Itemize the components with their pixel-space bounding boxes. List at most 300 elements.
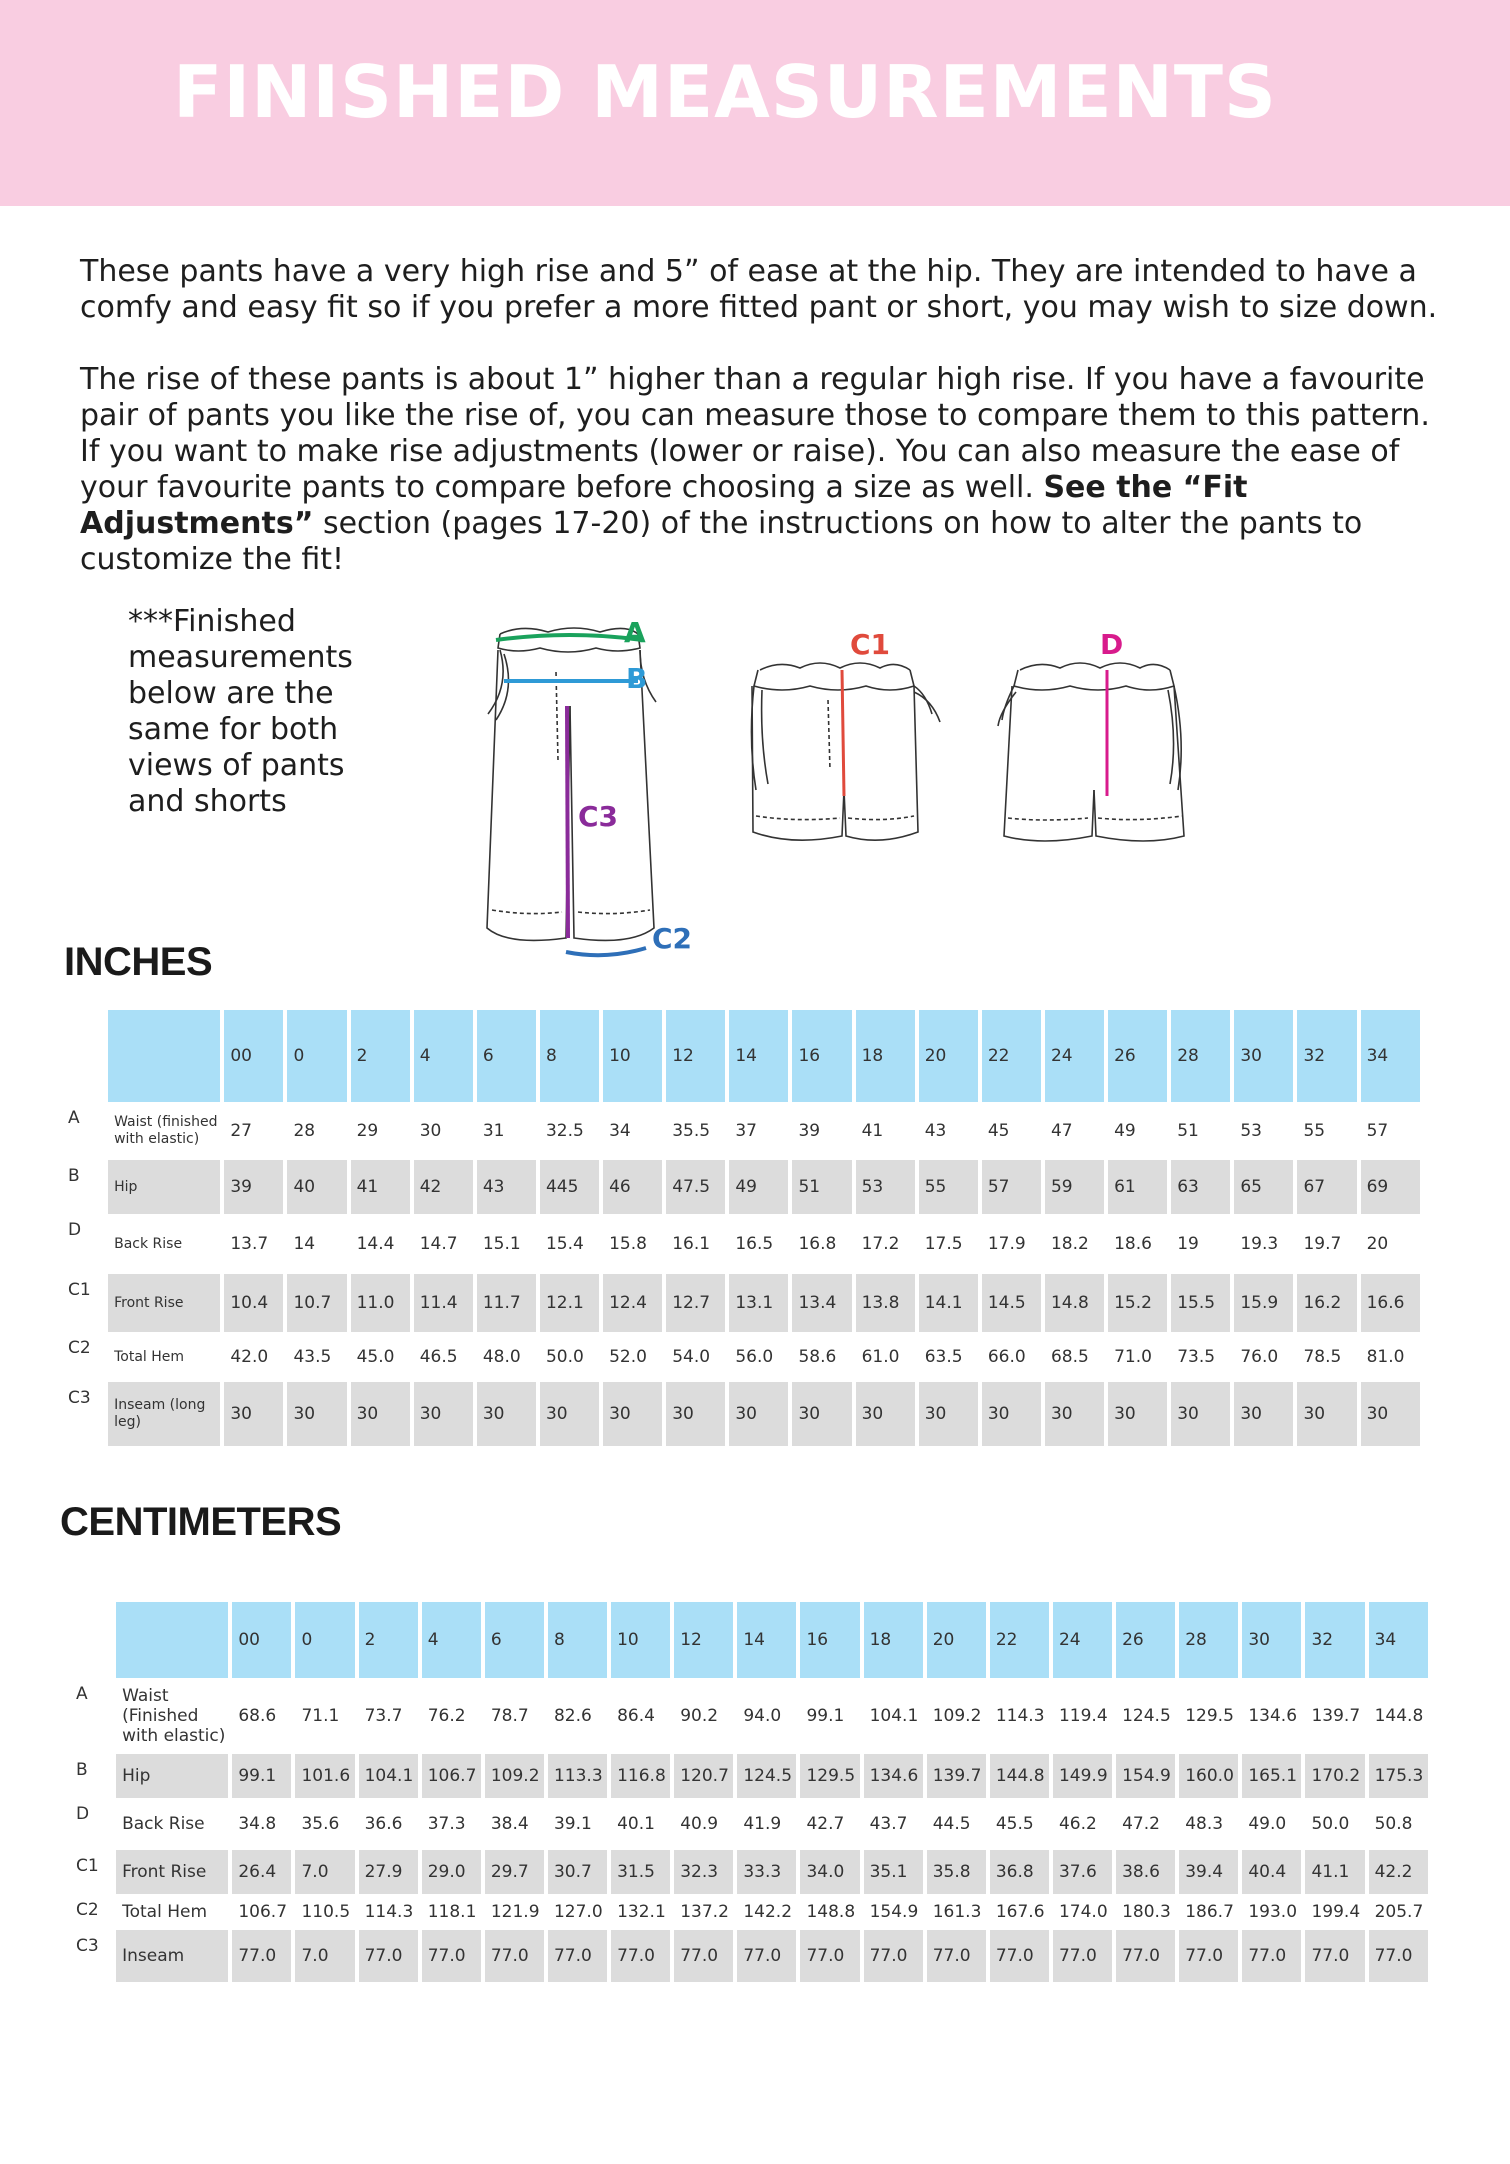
table-cell: 76.0 [1240, 1347, 1279, 1367]
table-cell: 50.8 [1374, 1814, 1413, 1834]
size-header: 22 [990, 1602, 1049, 1678]
header-blank-name [108, 1010, 220, 1102]
table-cell: 20 [1366, 1234, 1389, 1254]
table-cell: 78.7 [490, 1706, 529, 1726]
size-header: 8 [540, 1010, 599, 1102]
row-letter: D [64, 1214, 104, 1274]
table-cell: 94.0 [743, 1706, 782, 1726]
waist-measure-line [496, 635, 642, 640]
row-measurement-name: Hip [108, 1160, 220, 1214]
table-cell: 27 [230, 1121, 252, 1141]
size-header: 32 [1297, 1010, 1356, 1102]
table-cell: 82.6 [553, 1706, 592, 1726]
table-cell: 34.0 [800, 1850, 859, 1894]
table-cell: 30 [856, 1382, 915, 1446]
table-cell: 42.0 [230, 1347, 269, 1367]
table-row [72, 1850, 1428, 1894]
table-cell: 148.8 [806, 1902, 856, 1922]
size-header: 2 [359, 1602, 418, 1678]
table-cell: 13.8 [856, 1274, 915, 1332]
table-cell: 144.8 [1374, 1706, 1424, 1726]
table-cell: 11.7 [477, 1274, 536, 1332]
table-cell: 40.9 [680, 1814, 719, 1834]
table-cell: 66.0 [987, 1347, 1026, 1367]
size-header: 26 [1108, 1010, 1167, 1102]
header-banner [0, 0, 1510, 206]
table-cell: 49 [729, 1160, 788, 1214]
table-cell: 19.7 [1303, 1234, 1342, 1254]
table-cell: 58.6 [798, 1347, 837, 1367]
table-cell: 50.0 [545, 1347, 584, 1367]
table-cell: 47.5 [666, 1160, 725, 1214]
size-header: 24 [1045, 1010, 1104, 1102]
table-cell: 67 [1297, 1160, 1356, 1214]
table-cell: 77.0 [737, 1930, 796, 1982]
table-cell: 199.4 [1311, 1902, 1361, 1922]
table-cell: 30 [540, 1382, 599, 1446]
table-row [72, 1678, 1428, 1754]
table-cell: 45.0 [356, 1347, 395, 1367]
table-cell: 38.6 [1116, 1850, 1175, 1894]
table-cell: 30 [287, 1382, 346, 1446]
table-cell: 41 [351, 1160, 410, 1214]
table-cell: 15.2 [1108, 1274, 1167, 1332]
size-header: 34 [1369, 1602, 1428, 1678]
table-cell: 14.5 [982, 1274, 1041, 1332]
table-cell: 109.2 [485, 1754, 544, 1798]
table-cell: 77.0 [359, 1930, 418, 1982]
table-cell: 36.6 [364, 1814, 403, 1834]
table-cell: 37.6 [1053, 1850, 1112, 1894]
table-cell: 19 [1177, 1234, 1199, 1254]
table-cell: 30 [224, 1382, 283, 1446]
table-cell: 77.0 [1305, 1930, 1364, 1982]
table-cell: 129.5 [800, 1754, 859, 1798]
table-row [72, 1798, 1428, 1850]
table-cell: 30 [792, 1382, 851, 1446]
table-cell: 42 [414, 1160, 473, 1214]
table-cell: 30 [1108, 1382, 1167, 1446]
table-cell: 68.5 [1050, 1347, 1089, 1367]
table-cell: 30 [1361, 1382, 1420, 1446]
table-cell: 29.7 [485, 1850, 544, 1894]
table-cell: 11.0 [351, 1274, 410, 1332]
table-cell: 77.0 [1179, 1930, 1238, 1982]
table-cell: 77.0 [485, 1930, 544, 1982]
inches-section-title: INCHES [64, 940, 213, 984]
table-cell: 18.6 [1114, 1234, 1152, 1254]
front-shorts-illustration [751, 663, 940, 840]
table-cell: 46.5 [419, 1347, 458, 1367]
table-row [64, 1214, 1420, 1274]
table-cell: 77.0 [1242, 1930, 1301, 1982]
table-cell: 129.5 [1185, 1706, 1234, 1726]
table-cell: 68.6 [238, 1706, 277, 1726]
table-cell: 15.8 [609, 1234, 647, 1254]
table-cell: 15.4 [545, 1234, 584, 1254]
table-cell: 104.1 [869, 1706, 919, 1726]
table-cell: 35.8 [927, 1850, 986, 1894]
size-header: 20 [919, 1010, 978, 1102]
size-header: 00 [224, 1010, 283, 1102]
row-letter: C1 [64, 1274, 104, 1332]
page-title: FINISHED MEASUREMENTS [173, 50, 1277, 134]
row-letter: D [72, 1798, 112, 1850]
table-cell: 30 [1171, 1382, 1230, 1446]
fit-adjustments-reference: See the “Fit Adjustments” [80, 470, 1248, 541]
table-cell: 30 [477, 1382, 536, 1446]
hem-measure-line [566, 948, 646, 955]
table-cell: 77.0 [548, 1930, 607, 1982]
table-cell: 154.9 [869, 1902, 919, 1922]
table-cell: 127.0 [553, 1902, 603, 1922]
table-cell: 15.1 [482, 1234, 521, 1254]
size-header: 12 [666, 1010, 725, 1102]
table-cell: 10.7 [287, 1274, 346, 1332]
table-cell: 120.7 [674, 1754, 733, 1798]
table-cell: 41 [861, 1121, 884, 1141]
row-letter: A [64, 1102, 104, 1160]
table-cell: 76.2 [427, 1706, 466, 1726]
table-cell: 55 [919, 1160, 978, 1214]
table-cell: 160.0 [1179, 1754, 1238, 1798]
table-cell: 77.0 [232, 1930, 291, 1982]
row-letter: B [72, 1754, 112, 1798]
table-cell: 50.0 [1311, 1814, 1350, 1834]
intro-text [80, 254, 1450, 614]
table-cell: 12.1 [540, 1274, 599, 1332]
table-cell: 104.1 [359, 1754, 418, 1798]
table-cell: 113.3 [548, 1754, 607, 1798]
table-cell: 28 [293, 1121, 316, 1141]
table-cell: 174.0 [1058, 1902, 1108, 1922]
table-cell: 14.4 [356, 1234, 395, 1254]
row-measurement-name: Inseam (long leg) [108, 1382, 220, 1446]
row-measurement-name: Total Hem [122, 1902, 208, 1922]
table-cell: 43 [477, 1160, 536, 1214]
table-cell: 54.0 [672, 1347, 711, 1367]
front-rise-measure-line [842, 670, 844, 796]
table-cell: 154.9 [1116, 1754, 1175, 1798]
table-cell: 134.6 [1248, 1706, 1298, 1726]
header-blank-name [116, 1602, 228, 1678]
table-cell: 193.0 [1248, 1902, 1298, 1922]
table-cell: 12.7 [666, 1274, 725, 1332]
size-header: 10 [603, 1010, 662, 1102]
table-cell: 77.0 [1369, 1930, 1428, 1982]
table-row [72, 1894, 1428, 1930]
table-cell: 26.4 [232, 1850, 291, 1894]
table-cell: 71.0 [1114, 1347, 1152, 1367]
table-cell: 11.4 [414, 1274, 473, 1332]
row-letter: C3 [72, 1930, 112, 1982]
table-cell: 43 [924, 1121, 947, 1141]
table-cell: 13.1 [729, 1274, 788, 1332]
table-row [72, 1754, 1428, 1798]
size-header: 24 [1053, 1602, 1112, 1678]
size-header: 0 [295, 1602, 354, 1678]
row-letter: A [72, 1678, 112, 1754]
table-cell: 61 [1108, 1160, 1167, 1214]
table-cell: 16.6 [1361, 1274, 1420, 1332]
table-cell: 52.0 [609, 1347, 647, 1367]
table-cell: 31.5 [611, 1850, 670, 1894]
row-measurement-name: Back Rise [122, 1814, 205, 1834]
table-cell: 17.5 [924, 1234, 963, 1254]
intro-rise-text-end: section (pages 17-20) of the instructions on how to alter the pants to customize the fit! [80, 506, 1363, 577]
table-cell: 77.0 [864, 1930, 923, 1982]
table-cell: 16.2 [1297, 1274, 1356, 1332]
table-cell: 31 [482, 1121, 505, 1141]
table-cell: 14.7 [419, 1234, 458, 1254]
table-cell: 114.3 [364, 1902, 414, 1922]
centimeters-section-title: CENTIMETERS [60, 1500, 342, 1544]
table-cell: 44.5 [932, 1814, 971, 1834]
table-cell: 39 [798, 1121, 821, 1141]
table-cell: 19.3 [1240, 1234, 1279, 1254]
table-cell: 32.3 [674, 1850, 733, 1894]
table-cell: 15.9 [1234, 1274, 1293, 1332]
table-row [64, 1274, 1420, 1332]
table-cell: 63 [1171, 1160, 1230, 1214]
table-cell: 51 [1177, 1121, 1199, 1141]
label-c1: C1 [850, 628, 891, 661]
intro-paragraph-rise [80, 362, 1450, 578]
table-row [72, 1930, 1428, 1982]
table-cell: 42.7 [806, 1814, 845, 1834]
table-cell: 34.8 [238, 1814, 277, 1834]
row-letter: C3 [64, 1382, 104, 1446]
table-cell: 30 [982, 1382, 1041, 1446]
table-cell: 41.1 [1305, 1850, 1364, 1894]
table-cell: 16.5 [735, 1234, 774, 1254]
table-cell: 63.5 [924, 1347, 963, 1367]
label-d: D [1100, 628, 1124, 661]
table-cell: 39.4 [1179, 1850, 1238, 1894]
row-letter: B [64, 1160, 104, 1214]
table-cell: 116.8 [611, 1754, 670, 1798]
table-cell: 78.5 [1303, 1347, 1342, 1367]
table-cell: 73.5 [1177, 1347, 1216, 1367]
table-cell: 30 [666, 1382, 725, 1446]
table-cell: 30 [351, 1382, 410, 1446]
table-cell: 445 [540, 1160, 599, 1214]
table-cell: 30 [419, 1121, 442, 1141]
table-cell: 57 [982, 1160, 1041, 1214]
table-cell: 29 [356, 1121, 379, 1141]
table-cell: 16.1 [672, 1234, 711, 1254]
table-cell: 39 [224, 1160, 283, 1214]
table-cell: 46 [603, 1160, 662, 1214]
table-cell: 121.9 [490, 1902, 540, 1922]
size-header: 6 [477, 1010, 536, 1102]
table-cell: 99.1 [806, 1706, 845, 1726]
table-cell: 114.3 [995, 1706, 1045, 1726]
size-header: 20 [927, 1602, 986, 1678]
table-row [64, 1382, 1420, 1446]
table-cell: 48.3 [1185, 1814, 1224, 1834]
table-cell: 30 [603, 1382, 662, 1446]
row-measurement-name: Hip [116, 1754, 228, 1798]
table-cell: 13.4 [792, 1274, 851, 1332]
table-cell: 10.4 [224, 1274, 283, 1332]
table-cell: 119.4 [1058, 1706, 1108, 1726]
table-row [64, 1160, 1420, 1214]
table-cell: 30 [919, 1382, 978, 1446]
header-blank-letter [72, 1602, 112, 1678]
table-cell: 59 [1045, 1160, 1104, 1214]
label-b: B [626, 662, 648, 695]
table-cell: 77.0 [1053, 1930, 1112, 1982]
table-cell: 175.3 [1369, 1754, 1428, 1798]
size-header: 12 [674, 1602, 733, 1678]
row-measurement-name: Waist (Finished with elastic) [122, 1686, 226, 1746]
size-header: 00 [232, 1602, 291, 1678]
size-header: 30 [1234, 1010, 1293, 1102]
table-cell: 48.0 [482, 1347, 521, 1367]
table-cell: 27.9 [359, 1850, 418, 1894]
table-cell: 71.1 [301, 1706, 340, 1726]
table-cell: 161.3 [932, 1902, 982, 1922]
table-cell: 14.8 [1045, 1274, 1104, 1332]
table-cell: 53 [1240, 1121, 1262, 1141]
table-cell: 40.1 [617, 1814, 655, 1834]
measurement-diagram [470, 610, 1230, 960]
table-cell: 29.0 [422, 1850, 481, 1894]
size-header: 14 [737, 1602, 796, 1678]
table-cell: 77.0 [927, 1930, 986, 1982]
table-cell: 137.2 [680, 1902, 729, 1922]
table-cell: 37 [735, 1121, 757, 1141]
table-cell: 7.0 [295, 1850, 354, 1894]
table-cell: 17.2 [861, 1234, 900, 1254]
size-header: 10 [611, 1602, 670, 1678]
table-cell: 30.7 [548, 1850, 607, 1894]
row-letter: C2 [72, 1894, 112, 1930]
table-cell: 110.5 [301, 1902, 351, 1922]
label-a: A [624, 616, 646, 649]
table-cell: 46.2 [1058, 1814, 1097, 1834]
table-cell: 43.7 [869, 1814, 908, 1834]
size-header: 16 [792, 1010, 851, 1102]
table-cell: 47.2 [1122, 1814, 1160, 1834]
table-cell: 39.1 [553, 1814, 592, 1834]
table-cell: 7.0 [295, 1930, 354, 1982]
size-header: 4 [414, 1010, 473, 1102]
row-letter: C2 [64, 1332, 104, 1382]
intro-paragraph-ease: These pants have a very high rise and 5” of ease at the hip. They are intended to have a comfy and easy fit so if you prefer a more fitted pant or short, you may wish to size down. [80, 254, 1438, 325]
row-measurement-name: Total Hem [114, 1348, 185, 1365]
table-cell: 86.4 [617, 1706, 655, 1726]
table-cell: 47 [1050, 1121, 1073, 1141]
size-header: 6 [485, 1602, 544, 1678]
table-cell: 149.9 [1053, 1754, 1112, 1798]
table-cell: 30 [1297, 1382, 1356, 1446]
size-header: 18 [856, 1010, 915, 1102]
table-cell: 101.6 [295, 1754, 354, 1798]
table-cell: 35.6 [301, 1814, 340, 1834]
table-cell: 167.6 [995, 1902, 1045, 1922]
inches-table [60, 1010, 1424, 1446]
table-cell: 109.2 [932, 1706, 982, 1726]
table-cell: 144.8 [990, 1754, 1049, 1798]
row-letter: C1 [72, 1850, 112, 1894]
table-cell: 14.1 [919, 1274, 978, 1332]
intro-rise-text: The rise of these pants is about 1” higher than a regular high rise. If you have a favourite pair of pants you like the rise of, you can measure those to compare them to this pattern. If you want to make rise adjustments (lower or raise). You can also measure the ease of your favourite pants to compare before choosing a size as well. [80, 362, 1430, 505]
table-cell: 42.2 [1369, 1850, 1428, 1894]
centimeters-table [68, 1602, 1432, 1982]
table-cell: 37.3 [427, 1814, 466, 1834]
table-cell: 205.7 [1374, 1902, 1424, 1922]
table-cell: 40 [287, 1160, 346, 1214]
table-cell: 73.7 [364, 1706, 403, 1726]
table-cell: 36.8 [990, 1850, 1049, 1894]
size-header: 28 [1179, 1602, 1238, 1678]
back-shorts-illustration [998, 663, 1184, 841]
size-header: 2 [351, 1010, 410, 1102]
table-cell: 30 [1045, 1382, 1104, 1446]
table-cell: 14 [293, 1234, 316, 1254]
label-c2: C2 [652, 922, 693, 955]
size-header: 30 [1242, 1602, 1301, 1678]
table-cell: 90.2 [680, 1706, 719, 1726]
size-header: 0 [287, 1010, 346, 1102]
table-cell: 15.5 [1171, 1274, 1230, 1332]
table-cell: 34 [609, 1121, 631, 1141]
table-cell: 30 [729, 1382, 788, 1446]
header-blank-letter [64, 1010, 104, 1102]
table-cell: 45.5 [995, 1814, 1034, 1834]
table-cell: 57 [1366, 1121, 1389, 1141]
table-cell: 69 [1361, 1160, 1420, 1214]
table-cell: 45 [987, 1121, 1010, 1141]
table-cell: 61.0 [861, 1347, 900, 1367]
table-cell: 124.5 [1122, 1706, 1171, 1726]
table-cell: 35.5 [672, 1121, 711, 1141]
size-header: 8 [548, 1602, 607, 1678]
table-cell: 186.7 [1185, 1902, 1234, 1922]
table-cell: 49 [1114, 1121, 1136, 1141]
table-cell: 65 [1234, 1160, 1293, 1214]
table-row [64, 1332, 1420, 1382]
table-cell: 35.1 [864, 1850, 923, 1894]
table-cell: 53 [856, 1160, 915, 1214]
size-header: 18 [864, 1602, 923, 1678]
size-header: 32 [1305, 1602, 1364, 1678]
table-cell: 56.0 [735, 1347, 774, 1367]
table-cell: 77.0 [422, 1930, 481, 1982]
size-header: 34 [1361, 1010, 1420, 1102]
table-cell: 33.3 [737, 1850, 796, 1894]
table-cell: 43.5 [293, 1347, 332, 1367]
row-measurement-name: Front Rise [108, 1274, 220, 1332]
table-cell: 55 [1303, 1121, 1326, 1141]
table-cell: 106.7 [422, 1754, 481, 1798]
table-cell: 99.1 [232, 1754, 291, 1798]
table-cell: 180.3 [1122, 1902, 1171, 1922]
label-c3: C3 [578, 800, 619, 833]
table-cell: 77.0 [611, 1930, 670, 1982]
row-measurement-name: Back Rise [114, 1235, 183, 1252]
table-cell: 139.7 [927, 1754, 986, 1798]
size-header: 16 [800, 1602, 859, 1678]
row-measurement-name: Front Rise [116, 1850, 228, 1894]
row-measurement-name: Inseam [116, 1930, 228, 1982]
table-cell: 165.1 [1242, 1754, 1301, 1798]
table-cell: 134.6 [864, 1754, 923, 1798]
table-cell: 16.8 [798, 1234, 837, 1254]
table-cell: 77.0 [1116, 1930, 1175, 1982]
